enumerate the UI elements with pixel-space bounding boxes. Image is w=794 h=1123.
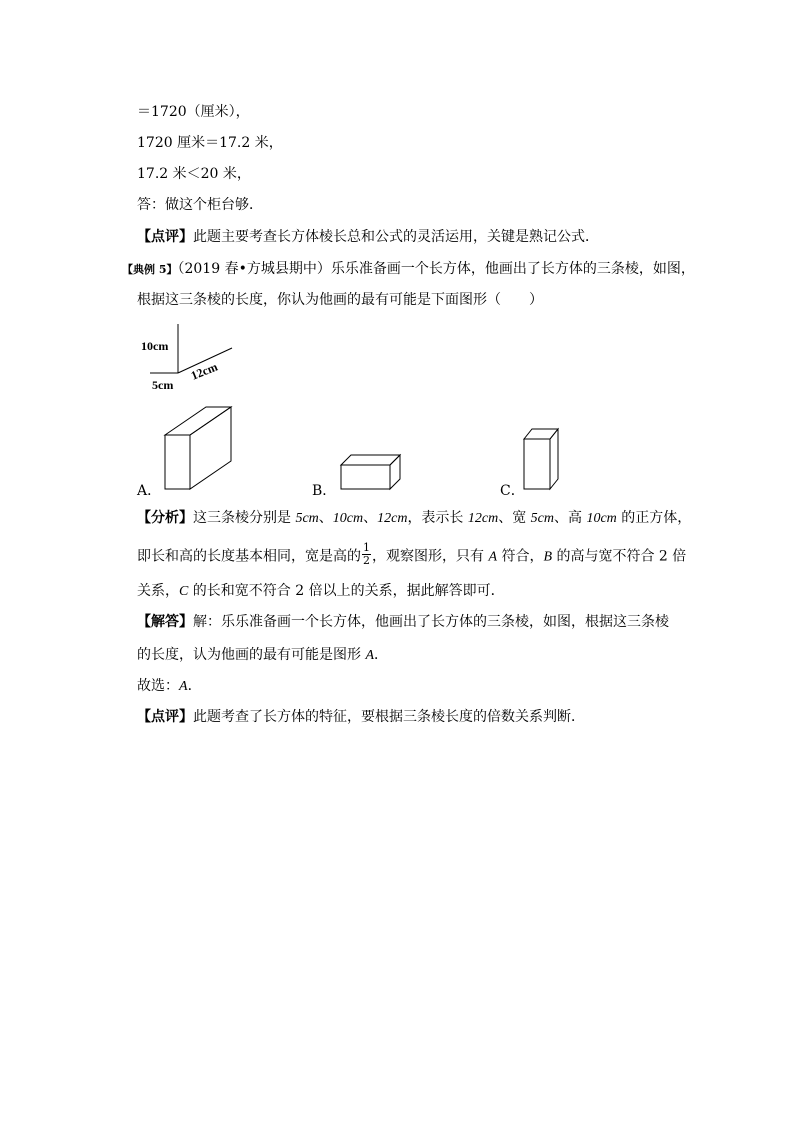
box-option-a — [160, 403, 240, 493]
value-5cm: 5cm — [295, 511, 319, 526]
analysis-text: 的高与宽不符合 2 倍 — [552, 548, 687, 565]
comment-1-text: 此题主要考查长方体棱长总和公式的灵活运用，关键是熟记公式． — [193, 229, 599, 245]
comment-2-text: 此题考查了长方体的特征，要根据三条棱长度的倍数关系判断． — [193, 709, 585, 725]
analysis-text: 符合， — [497, 548, 544, 565]
analysis-line-3 — [137, 581, 505, 602]
comment-2-tag: 【点评】 — [137, 709, 193, 725]
example-line-1 — [122, 259, 695, 280]
comment-1-tag: 【点评】 — [137, 229, 193, 245]
separator: 、 — [363, 510, 378, 526]
option-c-label: C． — [500, 483, 525, 499]
calc-line-2: 1720 厘米＝17.2 米， — [137, 135, 283, 151]
analysis-text: 的长和宽不符合 2 倍以上的关系，据此解答即可． — [188, 583, 505, 599]
analysis-text: 即长和高的长度基本相同，宽是高的 — [137, 548, 361, 565]
width-label: 5cm — [152, 378, 174, 392]
option-a-label: A． — [137, 483, 162, 499]
fraction-denominator: 2 — [363, 554, 370, 567]
analysis-text: 的正方体， — [616, 510, 692, 526]
var-a: A — [179, 679, 188, 694]
calc-line-3: 17.2 米＜20 米， — [137, 166, 251, 182]
value-width: 5cm — [530, 511, 554, 526]
solution-text: ． — [374, 647, 389, 663]
var-a: A — [365, 648, 375, 663]
value-length: 12cm — [467, 511, 499, 526]
value-height: 10cm — [586, 511, 617, 526]
box-option-c — [519, 423, 564, 495]
choice-line — [137, 676, 202, 697]
analysis-line-1 — [137, 508, 691, 529]
comment-1 — [137, 227, 599, 247]
fraction-one-half — [362, 542, 371, 567]
choice-text: ． — [187, 678, 202, 694]
height-label: 10cm — [141, 339, 169, 353]
analysis-line-2 — [137, 541, 687, 569]
fraction-numerator: 1 — [363, 541, 370, 554]
solution-line-2 — [137, 645, 388, 666]
analysis-text: ，表示长 — [407, 510, 468, 526]
analysis-text: 、高 — [554, 510, 587, 526]
choice-text: 故选： — [137, 678, 179, 694]
solution-line-1 — [137, 612, 669, 632]
answer-line: 答：做这个柜台够． — [137, 197, 263, 213]
box-option-b — [336, 450, 408, 495]
value-12cm: 12cm — [377, 511, 408, 526]
value-10cm: 10cm — [332, 511, 364, 526]
comment-2 — [137, 707, 585, 727]
var-a: A — [488, 549, 498, 565]
analysis-text: 关系， — [137, 583, 179, 599]
analysis-text: 、宽 — [498, 510, 531, 526]
example-line-2: 根据这三条棱的长度，你认为他画的最有可能是下面图形（ ） — [137, 292, 543, 308]
solution-tag: 【解答】 — [137, 614, 193, 630]
solution-text: 的长度，认为他画的最有可能是图形 — [137, 647, 366, 663]
length-label: 12cm — [188, 359, 220, 383]
analysis-text: 这三条棱分别是 — [193, 510, 296, 526]
var-b: B — [543, 549, 553, 565]
analysis-text: ，观察图形，只有 — [372, 548, 489, 565]
three-edges-figure — [135, 318, 245, 393]
solution-text: 解：乐乐准备画一个长方体，他画出了长方体的三条棱，如图，根据这三条棱 — [193, 614, 669, 630]
example-tag: 【典例 5】 — [122, 263, 178, 276]
option-b-label: B． — [312, 483, 337, 499]
analysis-tag: 【分析】 — [137, 510, 193, 526]
calc-line-1: ＝1720（厘米）， — [137, 104, 250, 120]
example-text-1: （2019 春•方城县期中）乐乐准备画一个长方体，他画出了长方体的三条棱，如图， — [177, 261, 695, 277]
var-c: C — [179, 584, 189, 599]
separator: 、 — [318, 510, 333, 526]
